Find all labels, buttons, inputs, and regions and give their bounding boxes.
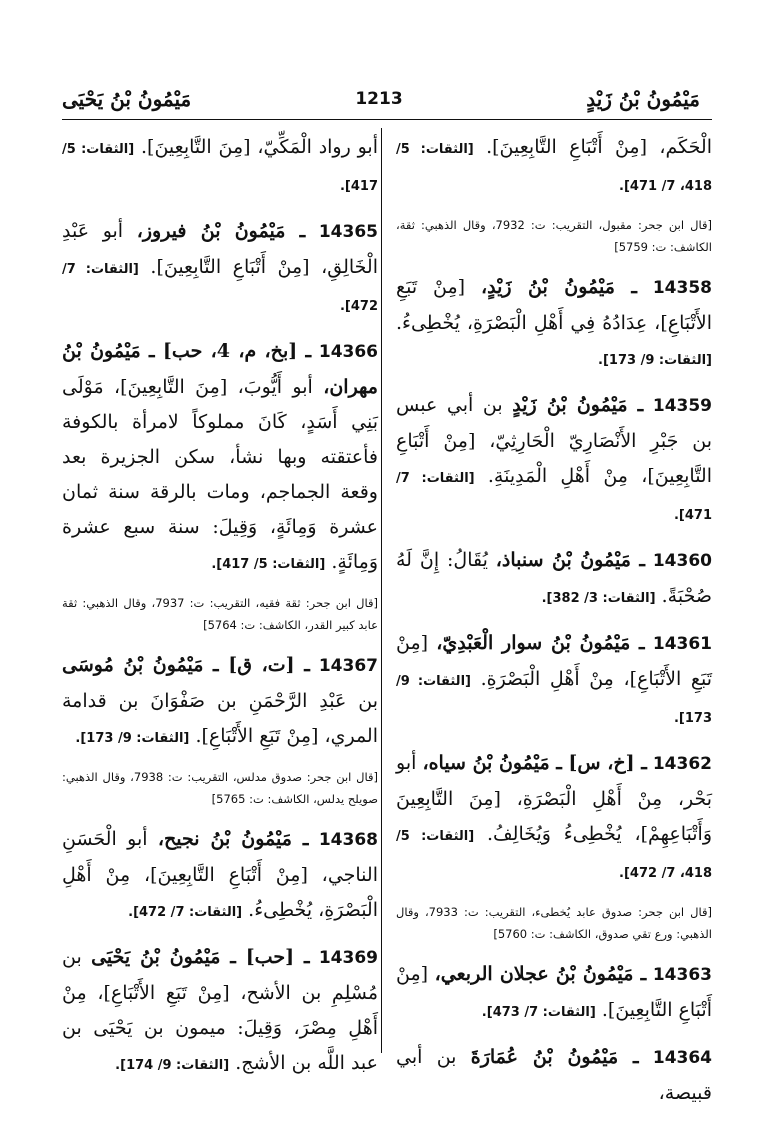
entry-number: 14369 <box>318 948 378 968</box>
entry <box>396 626 712 736</box>
entry-source: [الثقات: 9/ 173]. <box>598 353 712 368</box>
entry-source: [الثقات: 5/ 417]. <box>211 557 326 572</box>
entry-number: 14360 <box>652 551 712 571</box>
entry-text: بن مُسْلِمِ بن الأشح، [مِنْ تَبَعِ الأَتْبَاعِ]، مِنْ أَهْلِ مِصْرَ، وَقِيلَ: ميمون بن يَحْيَى بن عبد اللَّه بن الأشج. <box>62 946 378 1074</box>
entry-name: ـ مَيْمُونُ بْنُ عجلان الربعي، <box>434 963 647 985</box>
entry-text: أبو عَبْدِ الْخَالِقِ، [مِنْ أَتْبَاعِ التَّابِعِينَ]. <box>62 220 378 278</box>
entry-source: [الثقات: 9/ 173]. <box>75 731 190 746</box>
footnote: [قال ابن جحر: صدوق مدلس، التقريب: ت: 7938، وقال الذهبي: صويلح يدلس، الكاشف: ت: 5765] <box>62 770 378 806</box>
entry <box>62 940 378 1083</box>
entry-source: [الثقات: 3/ 382]. <box>541 591 656 606</box>
entry-source: [الثقات: 9/ 173]. <box>396 674 712 726</box>
running-head-left: مَيْمُونُ بْنُ يَحْيَى <box>62 87 192 111</box>
entry-source: [الثقات: 9/ 174]. <box>115 1058 230 1073</box>
entry-source: [الثقات: 5/ 418، 7/ 471]. <box>396 142 712 194</box>
entry-name: ـ [ت، ق] ـ مَيْمُونُ بْنُ مُوسَى <box>62 654 310 676</box>
entry-number: 14358 <box>652 278 712 298</box>
entry-name: ـ [حب] ـ مَيْمُونُ بْنُ يَحْيَى <box>91 946 310 968</box>
entry <box>396 1040 712 1111</box>
footnote: [قال ابن جحر: صدوق عابد يُخطىء، التقريب: ت: 7933، وقال الذهبي: ورع تقي صدوق، الكاشف: ت: 5760] <box>396 905 712 941</box>
entry-source: [الثقات: 7/ 471]. <box>396 471 712 523</box>
entry-number: 14362 <box>652 754 712 774</box>
entry-number: 14367 <box>318 656 378 676</box>
entry-name: ـ مَيْمُونُ بْنُ عُمَارَةَ <box>470 1046 639 1068</box>
entry-name: ـ مَيْمُونُ بْنُ سنباذ، <box>495 549 645 571</box>
entry <box>396 746 712 891</box>
entry-text: أبو الْحَسَنِ الناجي، [مِنْ أَتْبَاعِ التَّابِعِينَ]، مِنْ أَهْلِ الْبَصْرَةِ، يُخْطِىءُ. <box>62 828 378 921</box>
entry-number: 14363 <box>652 965 712 985</box>
entry <box>62 130 378 204</box>
entry-text: بن أبي قبيصة، <box>396 1046 712 1104</box>
page-number: 1213 <box>355 89 403 109</box>
entry-source: [الثقات: 7/ 473]. <box>481 1005 596 1020</box>
entry-name: ـ مَيْمُونُ بْنُ زَيْدٍ، <box>480 276 637 298</box>
right-column <box>396 130 712 1121</box>
footnote: [قال ابن جحر: ثقة فقيه، التقريب: ت: 7937، وقال الذهبي: ثقة عابد كبير القدر، الكاشف: ت: 5764] <box>62 596 378 632</box>
entry-name: ـ مَيْمُونُ بْنُ سوار الْعَبْدِيّ، <box>436 632 645 654</box>
entry-text: [مِنْ أَتْبَاعِ التَّابِعِينَ]. <box>396 963 712 1021</box>
entry-text: بن أبي عبس بن جَبْرِ الأَنْصَارِيّ الْحَارِثِيّ، [مِنْ أَتْبَاعِ التَّابِعِينَ]، مِنْ أَهْلِ الْمَدِينَةِ. <box>396 394 712 487</box>
entry <box>62 822 378 930</box>
entry-number: 14359 <box>652 396 713 416</box>
footnote: [قال ابن جحر: مقبول، التقريب: ت: 7932، وقال الذهبي: ثقة، الكاشف: ت: 5759] <box>396 218 712 254</box>
running-head-right: مَيْمُونُ بْنُ زَيْدٍ <box>586 87 700 111</box>
entry-number: 14364 <box>652 1048 713 1068</box>
entry-source: [الثقات: 7/ 472]. <box>128 905 243 920</box>
entry <box>62 214 378 324</box>
entry <box>396 270 712 378</box>
entry <box>62 648 378 756</box>
entry-source: [الثقات: 7/ 472]. <box>62 262 378 314</box>
entry-text: أبو بَحْر، مِنْ أَهْلِ الْبَصْرَةِ، [مِنَ التَّابِعِينَ وَأَتْبَاعِهِمْ]، يُخْطِىءُ وَيُخَالِفُ. <box>396 752 712 845</box>
entry <box>396 130 712 204</box>
entry-text: [مِنْ تَبَعِ الأَتْبَاعِ]، عِدَادُهُ فِي أَهْلِ الْبَصْرَةِ، يُخْطِىءُ. <box>396 276 712 334</box>
left-column <box>62 130 378 1093</box>
entry-source: [الثقات: 5/ 417]. <box>62 142 378 194</box>
entry-text: [مِنْ تَبَعِ الأَتْبَاعِ]، مِنْ أَهْلِ الْبَصْرَةِ. <box>396 632 712 690</box>
entry-number: 14368 <box>318 830 378 850</box>
entry-name: ـ مَيْمُونُ بْنُ فيروز، <box>136 220 306 242</box>
entry-number: 14361 <box>652 634 713 654</box>
entry-text: أبو أَيُّوبَ، [مِنَ التَّابِعِينَ]، مَوْلَى بَنِي أَسَدٍ، كَانَ مملوكاً لامرأة بالكوفة فأعتقته وبها نشأ، سكن الجزيرة بعد وقعة الجماجم، ومات بالرقة سنة ثمان عشرة وَمِائَةٍ، وَقِيلَ: سنة سبع عشرة وَمِائَةٍ. <box>62 376 378 573</box>
entry-name: ـ مَيْمُونُ بْنُ نجيح، <box>157 828 309 850</box>
entry-text: يُقَالُ: إِنَّ لَهُ صُحْبَةً. <box>396 549 712 607</box>
entry-number: 14366 <box>318 342 379 362</box>
entry <box>62 334 378 582</box>
entry-name: ـ [خ، س] ـ مَيْمُونُ بْنُ سياه، <box>422 752 647 774</box>
column-divider <box>381 128 382 1053</box>
header-rule <box>62 119 712 120</box>
entry <box>396 957 712 1030</box>
entry-text: الْحَكَم، [مِنْ أَتْبَاعِ التَّابِعِينَ]. <box>486 136 712 158</box>
entry-text: بن عَبْدِ الرَّحْمَنِ بن صَفْوَانَ بن قدامة المري، [مِنْ تَبَعِ الأَتْبَاعِ]. <box>62 690 378 747</box>
entry-text: أبو رواد الْمَكِّيّ، [مِنَ التَّابِعِينَ]. <box>141 136 378 158</box>
entry <box>396 543 712 616</box>
entry-name: ـ [بخ، م، 4، حب] ـ مَيْمُونُ بْنُ مهران، <box>62 340 378 398</box>
entry-name: ـ مَيْمُونُ بْنُ زَيْدٍ <box>512 394 644 416</box>
entry <box>396 388 712 533</box>
entry-source: [الثقات: 5/ 418، 7/ 472]. <box>396 829 712 881</box>
entry-number: 14365 <box>318 222 378 242</box>
